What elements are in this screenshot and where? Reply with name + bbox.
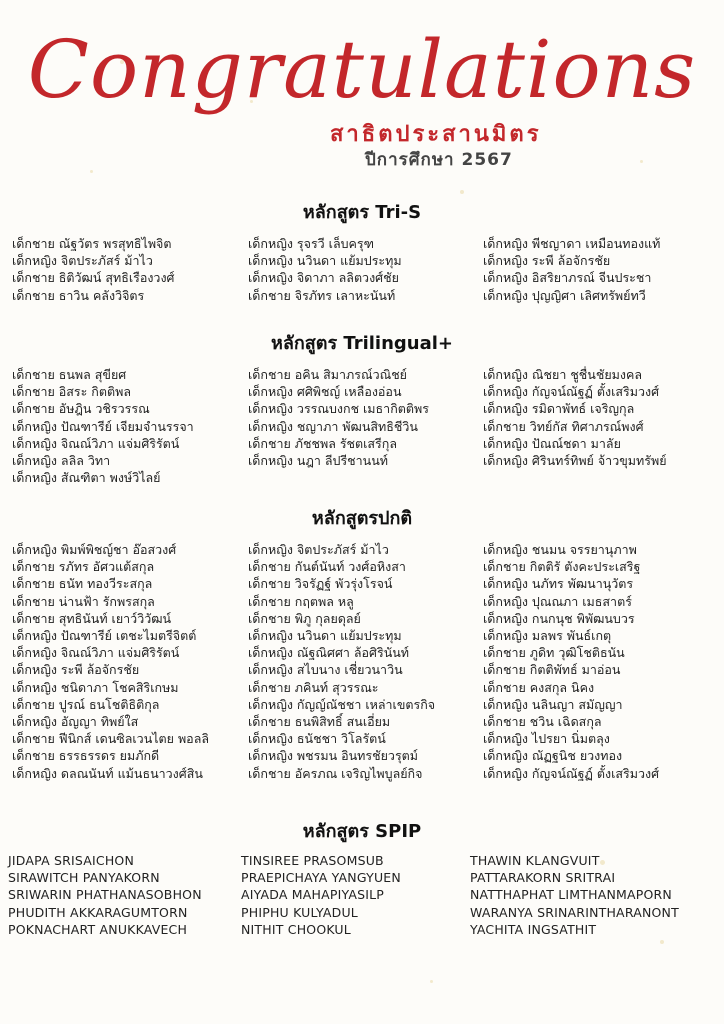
student-name: เด็กหญิง สไบนาง เชี่ยวนาวิน	[248, 662, 403, 678]
decor-speck	[430, 980, 433, 983]
student-name: เด็กหญิง จิตประภัสร์ ม้าไว	[248, 542, 389, 557]
student-name: เด็กชาย อัษฎิน วชิรวรรณ	[12, 401, 150, 417]
student-name: เด็กหญิง นภัทร พัฒนานุวัตร	[483, 576, 634, 592]
student-name: เด็กหญิง ระพี ล้อจักรชัย	[12, 662, 140, 678]
student-name: SIRAWITCH PANYAKORN	[8, 870, 160, 886]
student-name: เด็กหญิง ชนมน จรรยานุภาพ	[483, 542, 637, 557]
student-name: เด็กหญิง ระพี ล้อจักรชัย	[483, 253, 611, 269]
student-name: เด็กชาย ปูรณ์ ธนโชติธิติกุล	[12, 696, 160, 712]
student-name: NATTHAPHAT LIMTHANMAPORN	[470, 887, 672, 903]
tri-s-column-2	[248, 235, 488, 304]
decor-speck	[660, 940, 664, 944]
spip-column-1	[8, 852, 243, 938]
student-name: เด็กหญิง กนกนุช พิพัฒนบวร	[483, 610, 635, 626]
student-name: เด็กหญิง กัญจน์ณัฐฏ์ ตั้งเสริมวงศ์	[483, 384, 660, 400]
regular-column-1	[12, 541, 252, 782]
student-name: เด็กหญิง นลินญา สมัญญา	[483, 696, 623, 712]
school-name: สาธิตประสานมิตร	[330, 122, 542, 147]
student-name: เด็กชาย ณัฐวัตร พรสุทธิไพจิต	[12, 236, 172, 251]
section-heading-trilingual: หลักสูตร Trilingual+	[270, 333, 453, 354]
student-name: เด็กหญิง ศิรินทร์ทิพย์ จ้าวขุมทรัพย์	[483, 453, 667, 469]
tri-s-column-3	[483, 235, 723, 304]
trilingual-column-1	[12, 366, 252, 486]
student-name: เด็กชาย กิตติพัทธ์ มาอ่อน	[483, 662, 621, 678]
student-name: เด็กชาย พิภู กุลยดุลย์	[248, 610, 361, 626]
student-name: เด็กหญิง พีชญาดา เหมือนทองแท้	[483, 236, 661, 251]
student-name: เด็กชาย ธนพล สุขียศ	[12, 367, 127, 382]
student-name: PHIPHU KULYADUL	[241, 904, 358, 920]
student-name: เด็กหญิง มลพร พันธ์เกตุ	[483, 628, 612, 644]
student-name: เด็กหญิง ธนัชชา วิโลรัตน์	[248, 731, 386, 747]
student-name: เด็กหญิง พิมพ์พิชญ์ชา อ๊อสวงศ์	[12, 542, 177, 557]
student-name: เด็กหญิง จิตประภัสร์ ม้าไว	[12, 253, 153, 269]
student-name: เด็กชาย คงสกุล นิคง	[483, 679, 595, 695]
trilingual-column-3	[483, 366, 723, 469]
student-name: AIYADA MAHAPIYASILP	[241, 887, 385, 903]
student-name: เด็กหญิง ชนิดาภา โชคสิริเกษม	[12, 679, 179, 695]
student-name: TINSIREE PRASOMSUB	[241, 853, 384, 868]
student-name: เด็กหญิง นฎา ลีปรีชานนท์	[248, 453, 388, 469]
student-name: WARANYA SRINARINTHARANONT	[470, 904, 679, 920]
student-name: เด็กชาย ธนัท ทองวีระสกุล	[12, 576, 153, 592]
student-name: เด็กหญิง อิสริยาภรณ์ จีนประชา	[483, 270, 652, 286]
student-name: PATTARAKORN SRITRAI	[470, 870, 616, 886]
student-name: เด็กชาย อิสระ กิตติพล	[12, 384, 132, 400]
student-name: NITHIT CHOOKUL	[241, 921, 351, 937]
academic-year: ปีการศึกษา 2567	[365, 150, 513, 170]
student-name: POKNACHART ANUKKAVECH	[8, 921, 188, 937]
student-name: THAWIN KLANGVUIT	[470, 853, 600, 868]
student-name: เด็กหญิง ณิชยา ชูชื่นชัยมงคล	[483, 367, 643, 382]
student-name: เด็กชาย วิทย์กัส ทิศาภรณ์พงศ์	[483, 418, 644, 434]
student-name: เด็กหญิง ลลิล วิทา	[12, 453, 111, 469]
tri-s-column-1	[12, 235, 252, 304]
section-heading-tri-s: หลักสูตร Tri-S	[302, 202, 422, 223]
student-name: เด็กหญิง ณัฏฐนิช ยวงทอง	[483, 748, 623, 764]
student-name: เด็กชาย สุทธินันท์ เยาว์วิวัฒน์	[12, 610, 172, 626]
student-name: เด็กหญิง ไปรยา นิ่มตลุง	[483, 731, 610, 747]
decor-speck	[90, 170, 93, 173]
student-name: เด็กชาย ธาวิน คลังวิจิตร	[12, 287, 145, 303]
student-name: เด็กหญิง รมิดาพัทธ์ เจริญกุล	[483, 401, 635, 417]
congratulations-title: Congratulations	[27, 23, 697, 116]
student-name: YACHITA INGSATHIT	[470, 921, 597, 937]
student-name: เด็กชาย วิจรัฏฐ์ พัวรุ่งโรจน์	[248, 576, 393, 592]
spip-column-2	[241, 852, 476, 938]
student-name: เด็กหญิง จิณณ์วิภา แจ่มศิริรัตน์	[12, 435, 180, 451]
student-name: เด็กหญิง ปุญญิศา เลิศทรัพย์ทวี	[483, 287, 646, 303]
student-name: เด็กหญิง รุจรวี เล็บครุฑ	[248, 236, 374, 251]
student-name: เด็กหญิง กัญจน์ณัฐฏ์ ตั้งเสริมวงศ์	[483, 765, 660, 781]
student-name: เด็กหญิง จิดาภา ลลิตวงศ์ชัย	[248, 270, 399, 286]
trilingual-column-2	[248, 366, 488, 469]
student-name: เด็กหญิง จิณณ์วิภา แจ่มศิริรัตน์	[12, 645, 180, 661]
student-name: เด็กหญิง ดลณนันท์ แม้นธนาวงศ์สิน	[12, 765, 203, 781]
student-name: SRIWARIN PHATHANASOBHON	[8, 887, 202, 903]
student-name: เด็กชาย ธิติวัฒน์ สุทธิเรืองวงศ์	[12, 270, 175, 286]
student-name: เด็กหญิง ชญาภา พัฒนสิทธิชีวิน	[248, 418, 418, 434]
student-name: เด็กชาย กฤตพล หลู	[248, 593, 354, 609]
student-name: เด็กหญิง ปัณฑารีย์ เตชะไมตรีจิตต์	[12, 628, 197, 644]
student-name: เด็กชาย ฟีนิกส์ เดนซิลเวนไตย พอลลิ	[12, 731, 210, 747]
student-name: เด็กชาย ชวิน เฉิดสกุล	[483, 714, 602, 730]
section-heading-spip: หลักสูตร SPIP	[302, 821, 422, 842]
spip-column-3	[470, 852, 705, 938]
decor-speck	[640, 160, 643, 163]
student-name: เด็กชาย อคิน สิมาภรณ์วณิชย์	[248, 367, 408, 382]
decor-speck	[460, 190, 464, 194]
student-name: เด็กชาย กันต์นันท์ วงศ์อหิงสา	[248, 559, 406, 575]
student-name: เด็กชาย ธรรธรรดร ยมภักดี	[12, 748, 160, 764]
student-name: เด็กหญิง สัณฑิตา พงษ์วิไลย์	[12, 470, 161, 486]
student-name: เด็กหญิง นวินดา แย้มประทุม	[248, 628, 402, 644]
student-name: เด็กชาย จิรภัทร เลาหะนันท์	[248, 287, 396, 303]
student-name: เด็กชาย น่านฟ้า รักพรสกุล	[12, 593, 155, 609]
student-name: เด็กชาย รภัทร อัศวแต้สกุล	[12, 559, 155, 575]
section-heading-regular: หลักสูตรปกติ	[311, 508, 413, 529]
student-name: PRAEPICHAYA YANGYUEN	[241, 870, 401, 886]
student-name: JIDAPA SRISAICHON	[8, 853, 135, 868]
student-name: เด็กชาย อัครภณ เจริญไพบูลย์กิจ	[248, 765, 423, 781]
regular-column-2	[248, 541, 488, 782]
student-name: เด็กหญิง นวินดา แย้มประทุม	[248, 253, 402, 269]
student-name: เด็กชาย ธนพิสิทธิ์ สนเอี่ยม	[248, 714, 391, 730]
student-name: เด็กหญิง ปุณณภา เมธสาตร์	[483, 593, 632, 609]
student-name: เด็กหญิง กัญญ์ณัชชา เหล่าเขตรกิจ	[248, 696, 436, 712]
student-name: เด็กหญิง ปัณฑารีย์ เจียมจำนรรจา	[12, 418, 194, 434]
student-name: PHUDITH AKKARAGUMTORN	[8, 904, 188, 920]
student-name: เด็กชาย ภูดิท วุฒิโชติธนัน	[483, 645, 625, 661]
student-name: เด็กชาย กิตติรั ตังคะประเสริฐ	[483, 559, 641, 575]
student-name: เด็กหญิง ศศิพิชญ์ เหลืองอ่อน	[248, 384, 402, 400]
student-name: เด็กหญิง พชรมน อินทรชัยวรุตม์	[248, 748, 419, 764]
student-name: เด็กชาย ภัชชพล รัชตเสรีกุล	[248, 435, 397, 451]
student-name: เด็กหญิง ปัณณ์ชดา มาลัย	[483, 435, 621, 451]
student-name: เด็กหญิง วรรณบงกช เมธากิตติพร	[248, 401, 429, 417]
student-name: เด็กหญิง อัญญา ทิพย์ใส	[12, 714, 139, 730]
regular-column-3	[483, 541, 723, 782]
student-name: เด็กหญิง ณัฐณิศศา ล้อศิรินันท์	[248, 645, 410, 661]
student-name: เด็กชาย ภคินท์ สุวรรณะ	[248, 679, 379, 695]
